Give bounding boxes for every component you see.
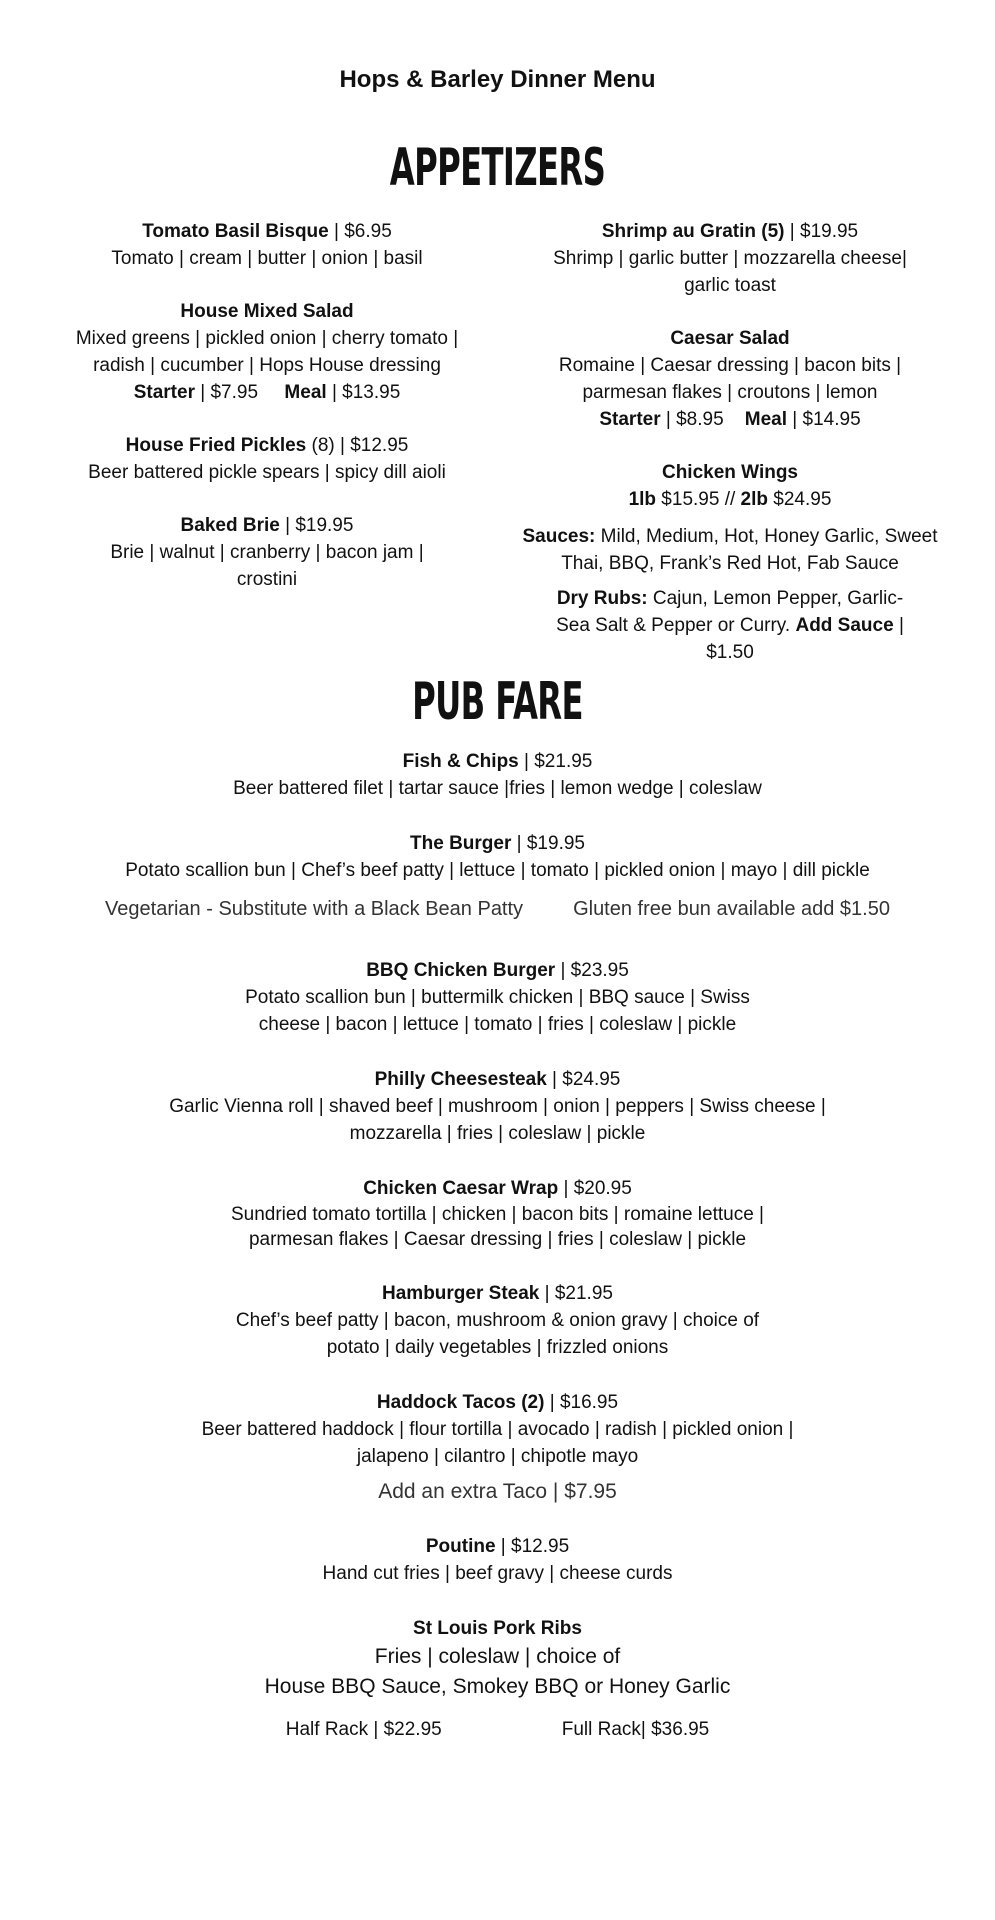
item-name: House Fried Pickles [125,435,307,456]
item-price: | $19.95 [279,515,354,536]
menu-item [0,1533,995,1587]
menu-title: Hops & Barley Dinner Menu [339,66,656,93]
appetizers-left-column [62,218,472,619]
menu-item [0,1615,995,1743]
item-name: Baked Brie [180,515,280,536]
item-description: Garlic Vienna roll | shaved beef | mushroom | onion | peppers | Swiss cheese | mozzarella | fries | coleslaw | pickle [169,1096,826,1144]
wings-1lb-label: 1lb [628,489,657,510]
item-description: Beer battered pickle spears | spicy dill aioli [88,462,446,483]
item-price: | $19.95 [511,833,585,854]
wings-1lb-price: $15.95 // [656,489,741,510]
item-price: | $21.95 [539,1283,613,1304]
meal-price: | $14.95 [787,409,861,430]
item-name: Caesar Salad [670,328,790,349]
pub-fare-heading: PUB FARE [412,672,583,732]
menu-item [0,830,995,884]
meal-price: | $13.95 [326,382,401,403]
item-price: (8) | $12.95 [306,435,409,456]
item-price: | $24.95 [546,1069,621,1090]
item-price: | $19.95 [784,221,859,242]
item-description-sauces: House BBQ Sauce, Smokey BBQ or Honey Garlic [264,1675,731,1698]
menu-item [520,459,940,513]
wings-2lb-label: 2lb [740,489,768,510]
item-name: Chicken Wings [661,462,798,483]
dry-rubs-list: Cajun, Lemon Pepper, Garlic-Sea Salt & Pepper or Curry. [556,588,904,636]
menu-item [62,218,472,272]
item-description: Romaine | Caesar dressing | bacon bits | parmesan flakes | croutons | lemon [558,355,902,403]
item-name: Tomato Basil Bisque [142,221,329,242]
menu-item [0,1066,995,1147]
meal-label: Meal [744,409,788,430]
item-description: Potato scallion bun | buttermilk chicken | BBQ sauce | Swiss cheese | bacon | lettuce | tomato | fries | coleslaw | pickle [245,987,750,1035]
item-name: Fish & Chips [402,751,519,772]
item-description: Chef’s beef patty | bacon, mushroom & onion gravy | choice of potato | daily vegetables | frizzled onions [235,1310,760,1358]
item-description: Tomato | cream | butter | onion | basil [111,248,423,269]
item-name: BBQ Chicken Burger [366,960,556,981]
item-description: Beer battered filet | tartar sauce |fries | lemon wedge | coleslaw [233,778,762,799]
item-name: The Burger [410,833,512,854]
appetizers-right-column [520,218,940,674]
menu-item [0,1280,995,1361]
menu-item [62,298,472,406]
add-sauce-label: Add Sauce [795,615,894,636]
item-description: Beer battered haddock | flour tortilla | avocado | radish | pickled onion | jalapeno | cilantro | chipotle mayo [201,1419,794,1467]
item-description: Mixed greens | pickled onion | cherry tomato | radish | cucumber | Hops House dressing [75,328,459,376]
item-name: Poutine [425,1536,496,1557]
item-description: Hand cut fries | beef gravy | cheese curds [322,1563,673,1584]
item-description: Brie | walnut | cranberry | bacon jam | crostini [110,542,424,590]
item-description: Fries | coleslaw | choice of [374,1645,621,1668]
item-price: | $16.95 [544,1392,619,1413]
wing-sauces [520,523,940,666]
item-name: Chicken Caesar Wrap [363,1178,559,1199]
extra-taco-note: Add an extra Taco | $7.95 [378,1480,617,1503]
item-description: Potato scallion bun | Chef’s beef patty | lettuce | tomato | pickled onion | mayo | dill pickle [125,860,870,881]
menu-item [62,432,472,486]
item-name: St Louis Pork Ribs [413,1618,582,1639]
item-description: Shrimp | garlic butter | mozzarella cheese| garlic toast [553,248,907,296]
item-name: Hamburger Steak [382,1283,540,1304]
item-description: Sundried tomato tortilla | chicken | bacon bits | romaine lettuce | parmesan flakes | Caesar dressing | fries | coleslaw | pickle [230,1204,764,1250]
item-name: House Mixed Salad [180,301,354,322]
rack-prices [0,1716,995,1743]
pub-fare-section [0,748,995,1771]
menu-item [520,325,940,433]
starter-label: Starter [133,382,195,403]
menu-item [520,218,940,299]
add-sauce-price: | $1.50 [706,615,904,663]
half-rack-price: Half Rack | $22.95 [285,1719,442,1740]
burger-notes [0,896,995,923]
menu-item [0,748,995,802]
item-size-prices [520,406,940,433]
vegetarian-note: Vegetarian - Substitute with a Black Bean Patty [105,898,524,920]
menu-item [0,1175,995,1252]
item-price: | $23.95 [555,960,629,981]
wings-2lb-price: $24.95 [768,489,832,510]
wing-prices [520,486,940,513]
item-price: | $6.95 [328,221,392,242]
item-name: Shrimp au Gratin (5) [601,221,785,242]
item-price: | $20.95 [558,1178,632,1199]
sauces-label: Sauces: [522,526,596,547]
starter-price: | $7.95 [194,382,259,403]
item-name: Haddock Tacos (2) [376,1392,545,1413]
starter-label: Starter [599,409,661,430]
starter-price: | $8.95 [660,409,724,430]
menu-item [62,512,472,593]
meal-label: Meal [284,382,327,403]
appetizers-heading: APPETIZERS [389,138,606,198]
menu-item [0,957,995,1038]
full-rack-price: Full Rack| $36.95 [561,1719,710,1740]
item-price: | $21.95 [518,751,593,772]
sauces-list: Mild, Medium, Hot, Honey Garlic, Sweet Thai, BBQ, Frank’s Red Hot, Fab Sauce [561,526,938,574]
item-name: Philly Cheesesteak [374,1069,547,1090]
dry-rubs-label: Dry Rubs: [556,588,648,609]
menu-item [0,1389,995,1470]
item-size-prices [62,379,472,406]
item-price: | $12.95 [495,1536,570,1557]
gluten-free-note: Gluten free bun available add $1.50 [573,898,890,920]
